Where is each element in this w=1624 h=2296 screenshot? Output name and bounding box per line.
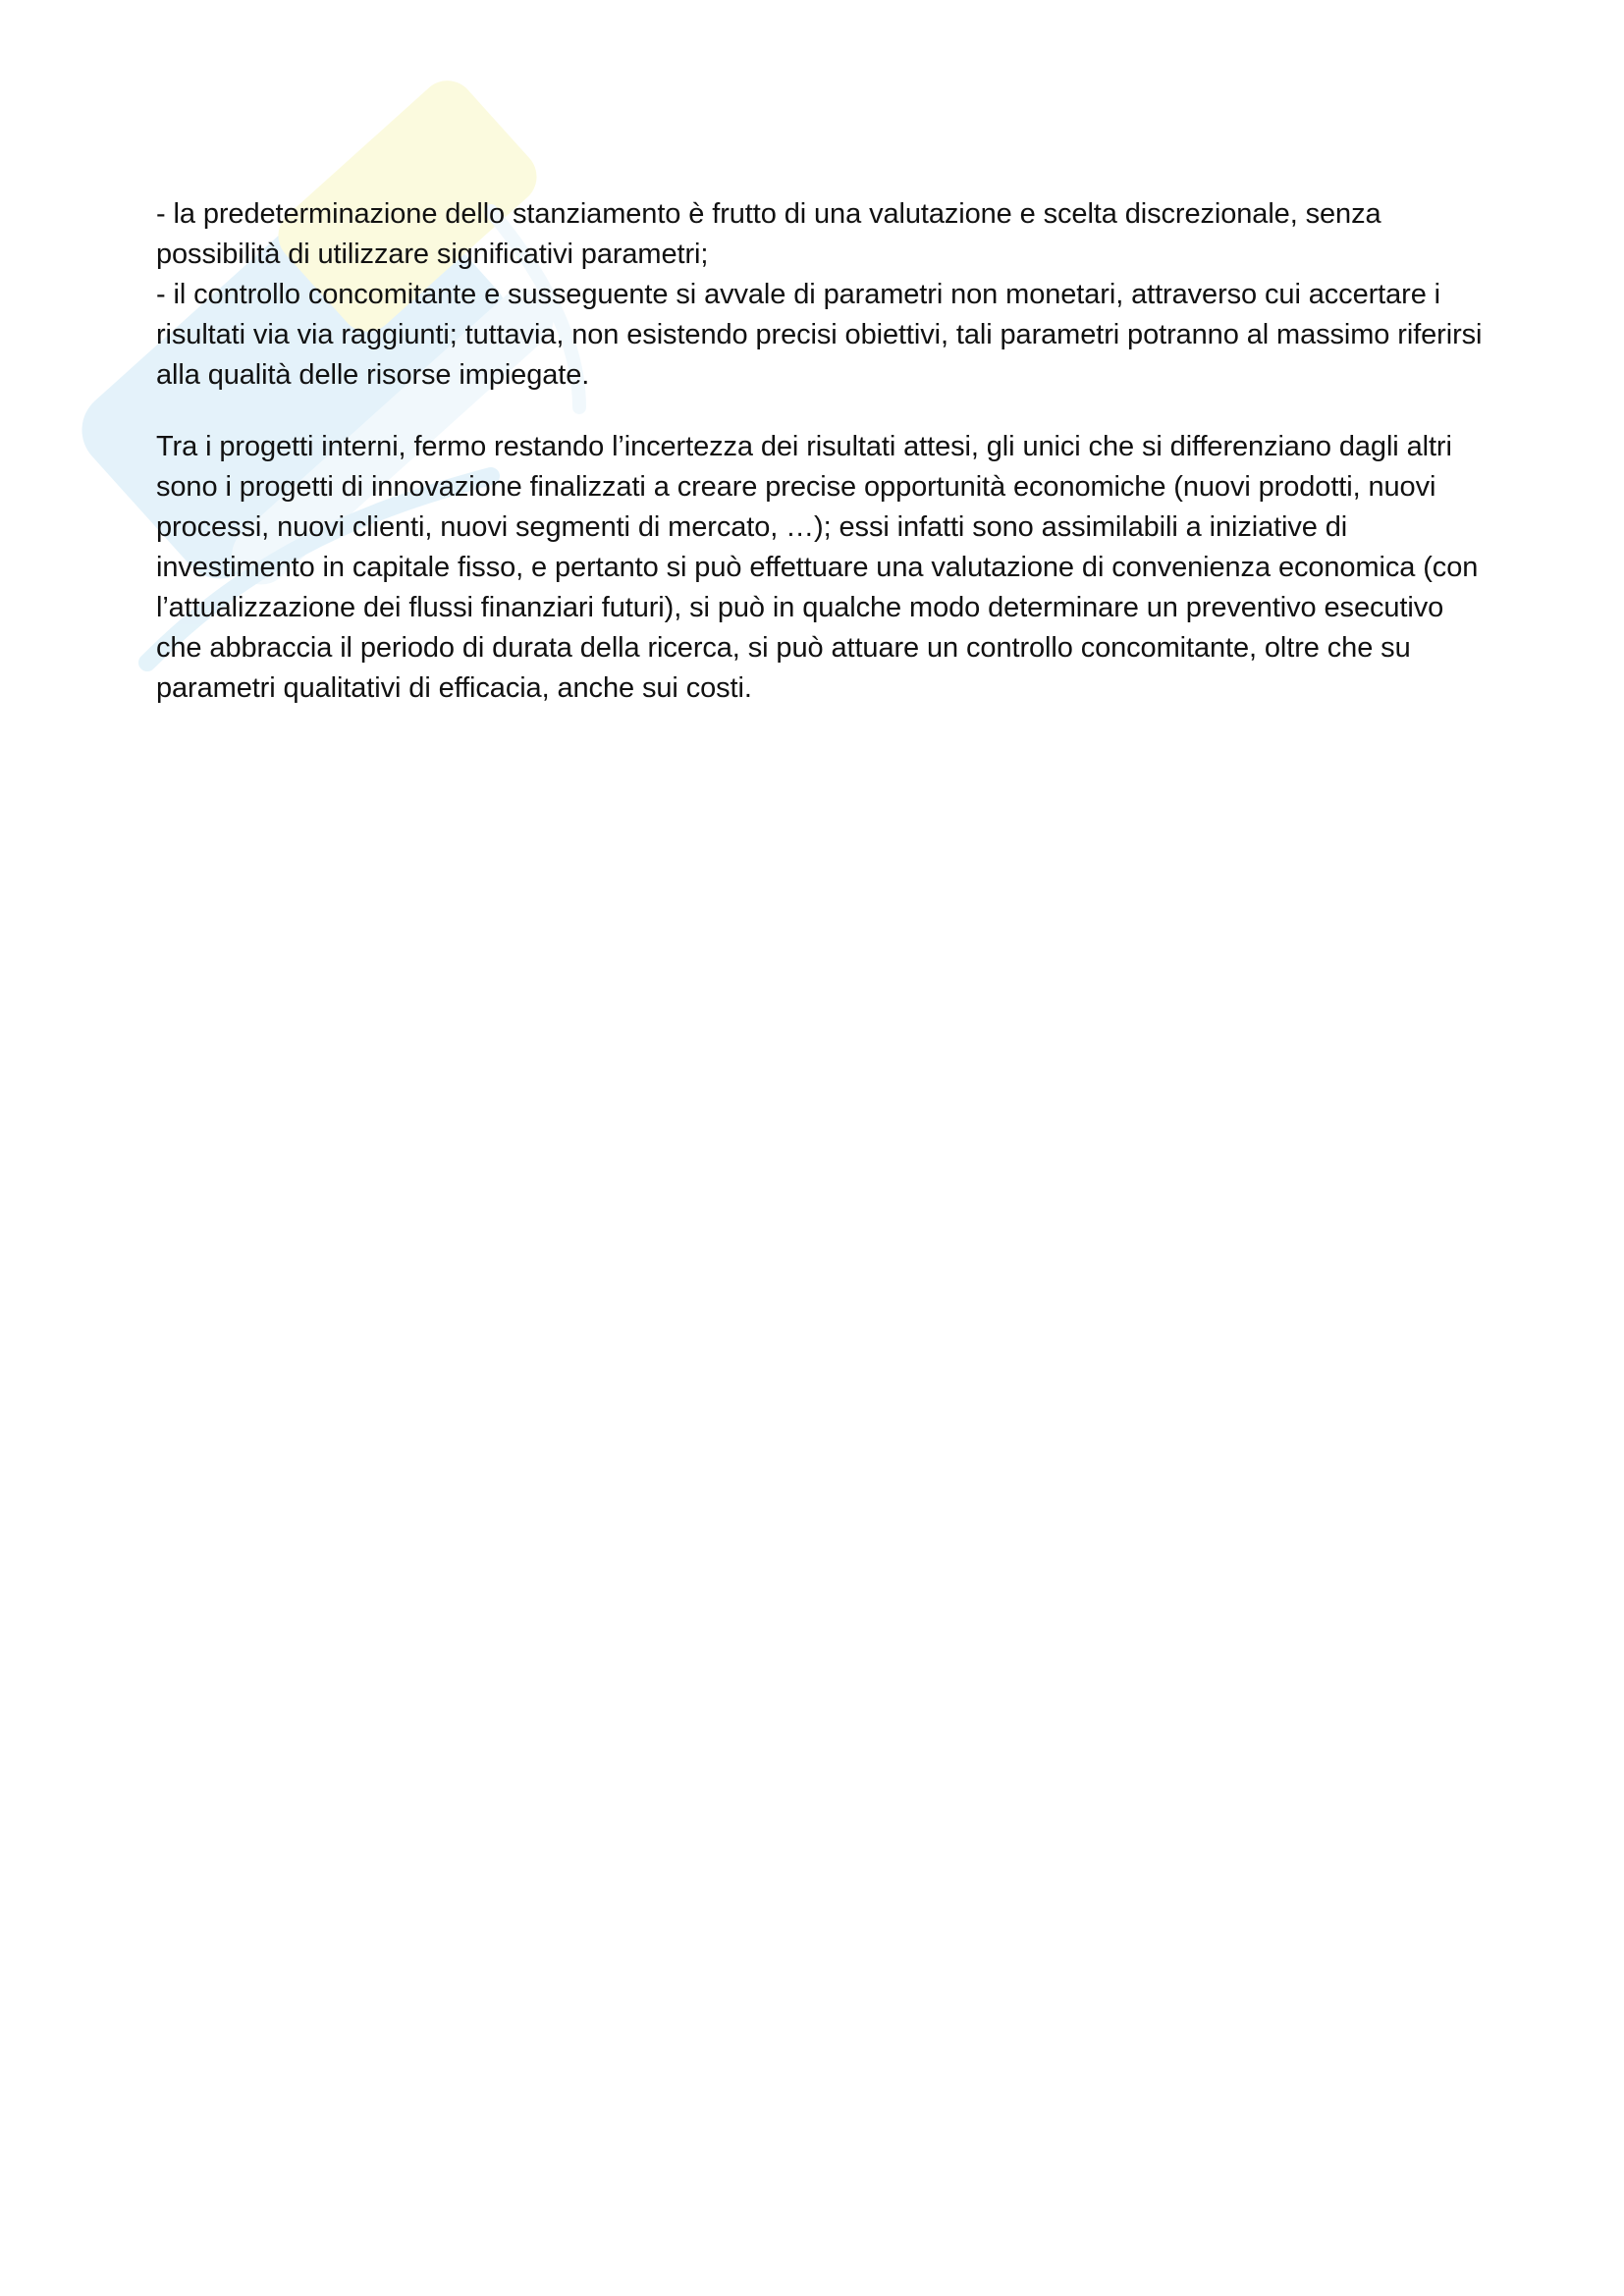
bullet-item-1: - la predeterminazione dello stanziamento è frutto di una valutazione e scelta discrezionale, senza possibilità di utilizzare significativi parametri; — [156, 198, 1381, 270]
bullet-list — [156, 194, 1491, 396]
bullet-item-2: - il controllo concomitante e susseguente si avvale di parametri non monetari, attraverso cui accertare i risultati via via raggiunti; tuttavia, non esistendo precisi obiettivi, tali parametri potranno al massimo riferirsi alla qualità delle risorse impiegate. — [156, 279, 1483, 391]
body-paragraph: Tra i progetti interni, fermo restando l’incertezza dei risultati attesi, gli unici che si differenziano dagli altri sono i progetti di innovazione finalizzati a creare precise opportunità economiche (nuovi prodotti, nuovi processi, nuovi clienti, nuovi segmenti di mercato, …); essi infatti sono assimilabili a iniziative di investimento in capitale fisso, e pertanto si può effettuare una valutazione di convenienza economica (con l’attualizzazione dei flussi finanziari futuri), si può in qualche modo determinare un preventivo esecutivo che abbraccia il periodo di durata della ricerca, si può attuare un controllo concomitante, oltre che su parametri qualitativi di efficacia, anche sui costi. — [156, 431, 1479, 704]
document-body — [156, 194, 1491, 709]
